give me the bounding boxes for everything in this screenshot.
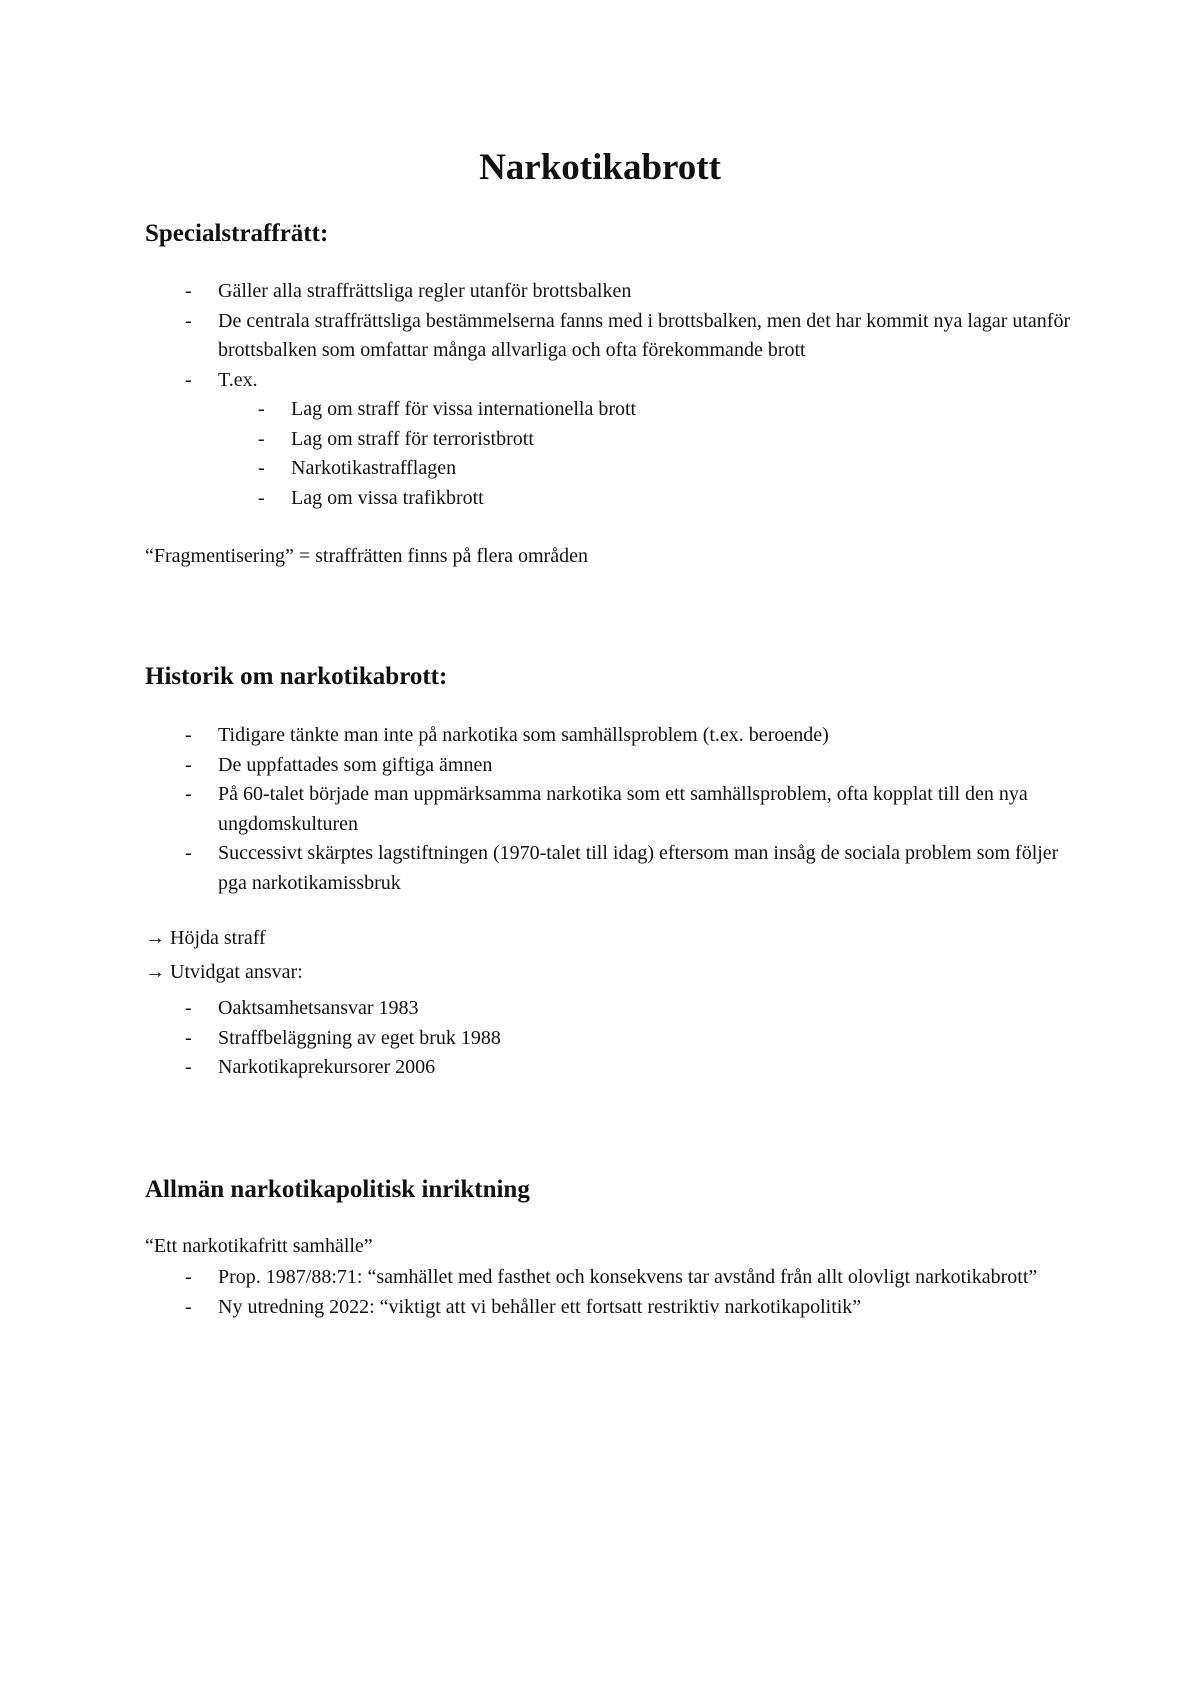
list-item: - På 60-talet började man uppmärksamma narkotika som ett samhällsproblem, ofta kopplat till den nya ungdomskulturen: [218, 780, 1078, 839]
list-item: - Successivt skärptes lagstiftningen (1970-talet till idag) eftersom man insåg de sociala problem som följer pga narkotikamissbruk: [218, 839, 1078, 898]
sub-list-item: - Narkotikastrafflagen: [291, 454, 1051, 484]
narkotikafritt-quote: “Ett narkotikafritt samhälle”: [145, 1235, 373, 1257]
list-item: - T.ex.: [218, 366, 1078, 396]
ansvar-sublist: [218, 994, 1078, 1083]
list-item: - Straffbeläggning av eget bruk 1988: [218, 1024, 1078, 1054]
section-heading-narkotikapolitik: Allmän narkotikapolitisk inriktning: [145, 1176, 530, 1203]
sub-list-item: - Lag om straff för vissa internationella brott: [291, 395, 1051, 425]
utvidgat-ansvar-line: → Utvidgat ansvar:: [145, 961, 303, 983]
list-item: - Ny utredning 2022: “viktigt att vi behåller ett fortsatt restriktiv narkotikapolitik”: [218, 1293, 1078, 1323]
narkotikapolitik-list: [218, 1263, 1078, 1322]
list-item: - Prop. 1987/88:71: “samhället med fasthet och konsekvens tar avstånd från allt olovligt narkotikabrott”: [218, 1263, 1078, 1293]
list-item: - De centrala straffrättsliga bestämmelserna fanns med i brottsbalken, men det har kommit nya lagar utanför brottsbalken som omfattar många allvarliga och ofta förekommande brott: [218, 307, 1078, 366]
sub-list-item: - Lag om vissa trafikbrott: [291, 484, 1051, 514]
sub-list-item: - Lag om straff för terroristbrott: [291, 425, 1051, 455]
hojda-straff-line: → Höjda straff: [145, 927, 266, 949]
section-heading-historik: Historik om narkotikabrott:: [145, 663, 448, 690]
list-item: - Oaktsamhetsansvar 1983: [218, 994, 1078, 1024]
list-item: - Narkotikaprekursorer 2006: [218, 1053, 1078, 1083]
list-item: - Tidigare tänkte man inte på narkotika som samhällsproblem (t.ex. beroende): [218, 721, 1078, 751]
page-title: Narkotikabrott: [479, 147, 721, 188]
list-item: - Gäller alla straffrättsliga regler utanför brottsbalken: [218, 277, 1078, 307]
section-heading-specialstraffratt: Specialstraffrätt:: [145, 220, 329, 247]
historik-list: [218, 721, 1078, 898]
examples-sublist: [291, 395, 1051, 513]
list-item: - De uppfattades som giftiga ämnen: [218, 751, 1078, 781]
specialstraffratt-list: [218, 277, 1078, 395]
fragmentisering-note: “Fragmentisering” = straffrätten finns på flera områden: [145, 545, 588, 567]
